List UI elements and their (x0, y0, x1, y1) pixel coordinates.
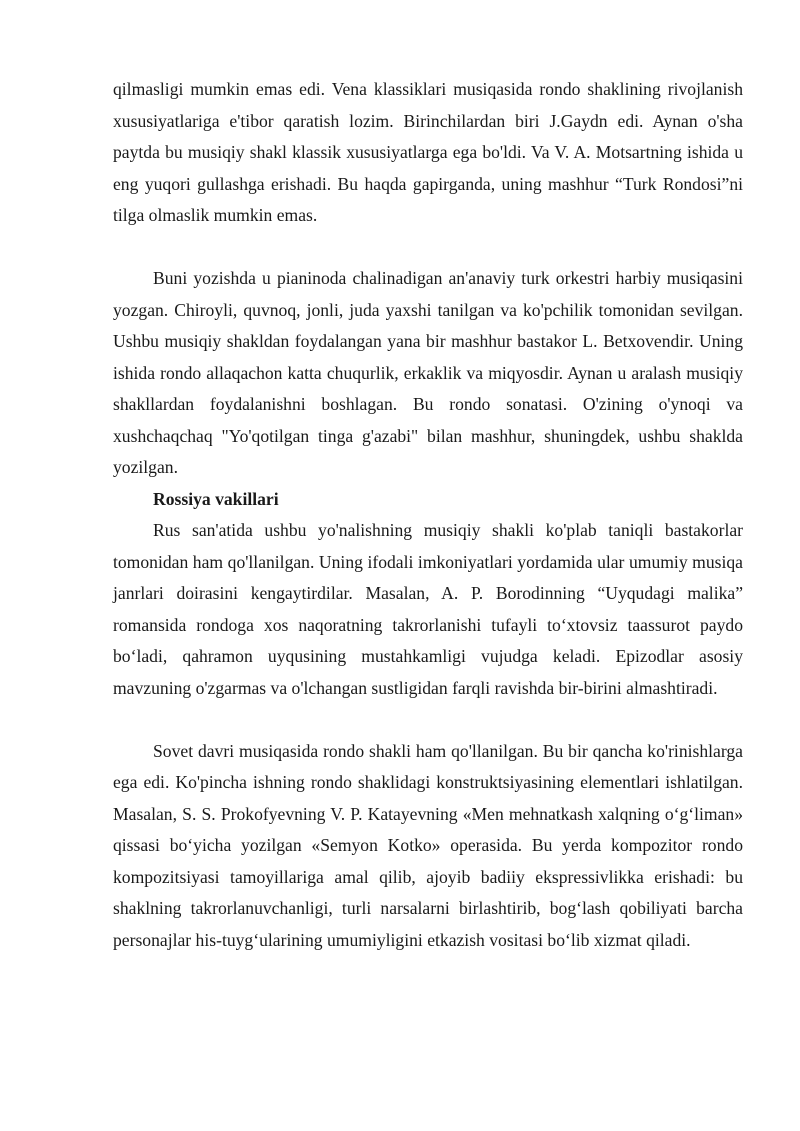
paragraph-russian-art: Rus san'atida ushbu yo'nalishning musiqiy shakli ko'plab taniqli bastakorlar tomonidan ham qo'llanilgan. Uning ifodali imkoniyatlari yordamida ular umumiy musiqa janrlari doirasini kengaytirdilar. Masalan, A. P. Borodinning “Uyqudagi malika” romansida rondoga xos naqoratning takrorlanishi tufayli to‘xtovsiz taassurot paydo bo‘ladi, qahramon uyqusining mustahkamligi vujudga keladi. Epizodlar asosiy mavzuning o'zgarmas va o'lchangan sustligidan farqli ravishda bir-birini almashtiradi. (113, 520, 743, 698)
paragraph-mozart-turkish: Buni yozishda u pianinoda chalinadigan an'anaviy turk orkestri harbiy musiqasini yozgan. Chiroyli, quvnoq, jonli, juda yaxshi tanilgan va ko'pchilik tomonidan sevilgan. Ushbu musiqiy shakldan foydalangan yana bir mashhur bastakor L. Betxovendir. Uning ishida rondo allaqachon katta chuqurlik, erkaklik va miqyosdir. Aynan u aralash musiqiy shakllardan foydalanishni boshlagan. Bu rondo sonatasi. O'zining o'ynoqi va xushchaqchaq "Yo'qotilgan tinga g'azabi" bilan mashhur, shuningdek, ushbu shaklda yozilgan. (113, 268, 743, 477)
document-body (113, 74, 743, 956)
paragraph-soviet-era: Sovet davri musiqasida rondo shakli ham qo'llanilgan. Bu bir qancha ko'rinishlarga ega edi. Ko'pincha ishning rondo shaklidagi konstruktsiyasining elementlari ishlatilgan. Masalan, S. S. Prokofyevning V. P. Katayevning «Men mehnatkash xalqning o‘g‘liman» qissasi bo‘yicha yozilgan «Semyon Kotko» operasida. Bu yerda kompozitor rondo kompozitsiyasi tamoyillariga amal qilib, ajoyib badiiy ekspressivlikka erishadi: bu shaklning takrorlanuvchanligi, turli narsalarni birlashtirib, bog‘lash qobiliyati barcha personajlar his-tuyg‘ularining umumiyligini etkazish vositasi bo‘lib xizmat qiladi. (113, 740, 743, 950)
paragraph-gap (113, 704, 743, 736)
paragraph-continuation: qilmasligi mumkin emas edi. Vena klassiklari musiqasida rondo shaklining rivojlanish xususiyatlariga e'tibor qaratish lozim. Birinchilardan biri J.Gaydn edi. Aynan o'sha paytda bu musiqiy shakl klassik xususiyatlarga ega bo'ldi. Va V. A. Motsartning ishida u eng yuqori gullashga erishadi. Bu haqda gapirganda, uning mashhur “Turk Rondosi”ni tilga olmaslik mumkin emas. (113, 79, 743, 225)
section-heading: Rossiya vakillari (153, 488, 279, 509)
paragraph-gap (113, 232, 743, 264)
